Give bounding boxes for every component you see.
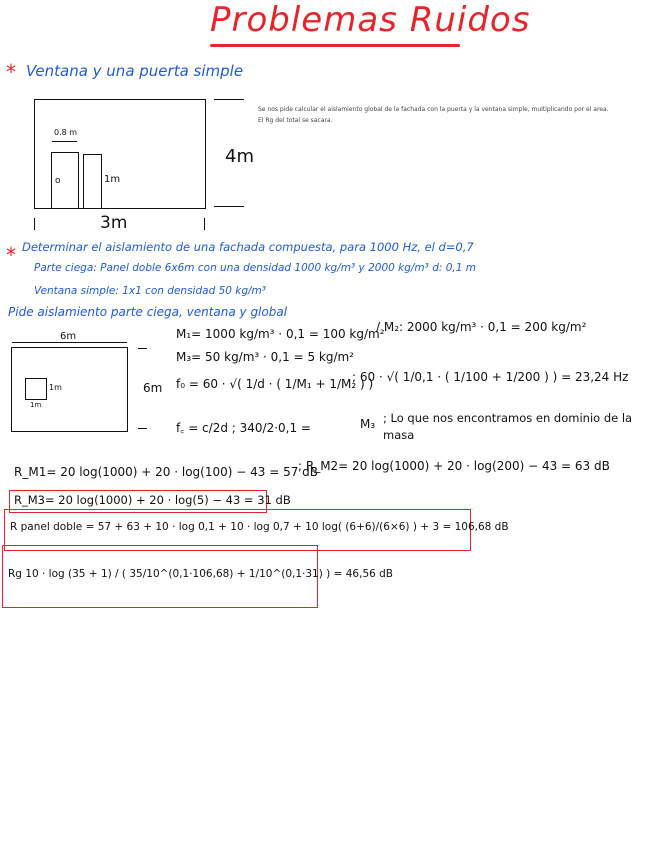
door-height-label: 1m xyxy=(104,174,121,185)
problem2-line2: Ventana simple: 1x1 con densidad 50 kg/m³ xyxy=(34,285,266,297)
door-handle: o xyxy=(55,176,61,186)
calc-f0-left: f₀ = 60 · √( 1/d · ( 1/M₁ + 1/M₂ ) ) xyxy=(176,377,374,391)
problem2-heading: Determinar el aislamiento de una fachada compuesta, para 1000 Hz, el d=0,7 xyxy=(22,240,474,254)
calc-fc: f꜀ = c/2d ; 340/2·0,1 = xyxy=(176,421,311,435)
height-dim-bottom xyxy=(214,206,244,207)
calc-m2: / M₂: 2000 kg/m³ · 0,1 = 200 kg/m² xyxy=(376,320,587,334)
wall-width-label: 6m xyxy=(60,331,77,342)
window-height-label: 1m xyxy=(49,383,62,392)
problem2-line3: Pide aislamiento parte ciega, ventana y global xyxy=(8,305,288,319)
width-dim-right xyxy=(204,218,205,230)
problem1-note-1: Se nos pide calcular el aislamiento global de la fachada con la puerta y la ventana simple, multiplicando por el area. xyxy=(258,106,609,113)
window-square xyxy=(25,378,47,400)
door-width-dim xyxy=(52,141,77,142)
height-label: 4m xyxy=(225,146,254,167)
calc-m1: M₁= 1000 kg/m³ · 0,1 = 100 kg/m² xyxy=(176,327,385,341)
calc-f0-right: ; 60 · √( 1/0,1 · ( 1/100 + 1/200 ) ) = 23,24 Hz xyxy=(352,370,629,384)
problem1-note-2: El Rg del total se sacara. xyxy=(258,117,333,124)
calc-rg: Rg 10 · log (35 + 1) / ( 35/10^(0,1·106,68) + 1/10^(0,1·31) ) = 46,56 dB xyxy=(8,568,394,580)
calc-rm1: R_M1= 20 log(1000) + 20 · log(100) − 43 = 57 dB xyxy=(14,465,319,479)
calc-rm3: R_M3= 20 log(1000) + 20 · log(5) − 43 = 31 dB xyxy=(14,493,291,507)
calc-rm2: ; R_M2= 20 log(1000) + 20 · log(200) − 43 = 63 dB xyxy=(298,459,610,473)
problem1-heading: Ventana y una puerta simple xyxy=(26,62,244,80)
height-dim-tick-top xyxy=(138,348,147,349)
calc-m3-note-label: M₃ xyxy=(360,417,376,431)
bullet-asterisk-2: * xyxy=(6,243,16,267)
title-underline xyxy=(210,44,460,47)
calc-rpanel: R panel doble = 57 + 63 + 10 · log 0,1 + 10 · log 0,7 + 10 log( (6+6)/(6×6) ) + 3 = 106,68 dB xyxy=(10,521,509,533)
height-dim-top xyxy=(214,99,244,100)
width-label: 3m xyxy=(100,213,128,233)
page-title: Problemas Ruidos xyxy=(210,0,531,40)
window-width-label: 1m xyxy=(30,401,42,409)
calc-m3: M₃= 50 kg/m³ · 0,1 = 5 kg/m² xyxy=(176,350,354,364)
door-width-label: 0.8 m xyxy=(54,128,78,137)
wall-width-dim xyxy=(12,342,127,343)
width-dim-left xyxy=(34,218,35,230)
wall-height-label: 6m xyxy=(143,381,163,395)
calc-m3-note: ; Lo que nos encontramos en dominio de la masa xyxy=(383,411,633,442)
window-shape xyxy=(83,154,102,208)
bullet-asterisk: * xyxy=(6,60,16,84)
problem2-line1: Parte ciega: Panel doble 6x6m con una densidad 1000 kg/m³ y 2000 kg/m³ d: 0,1 m xyxy=(34,262,476,274)
height-dim-tick-bottom xyxy=(138,428,147,429)
